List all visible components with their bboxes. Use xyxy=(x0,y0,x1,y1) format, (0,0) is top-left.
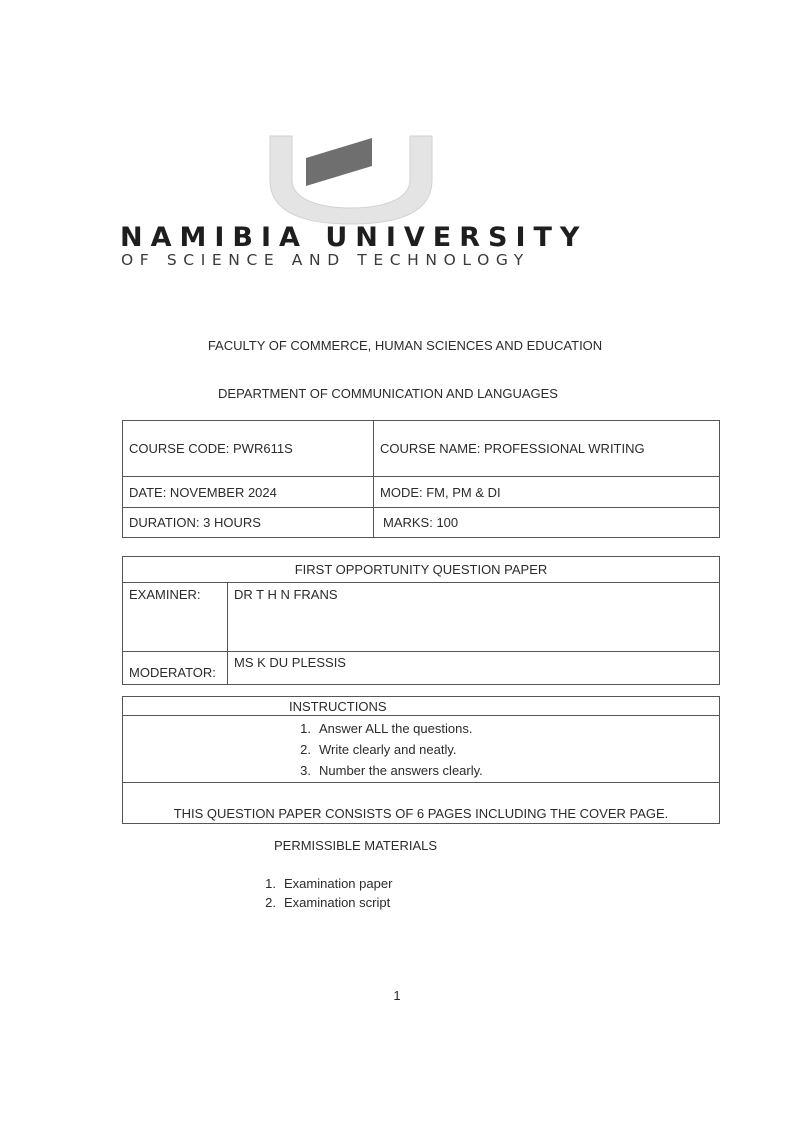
moderator-name: MS K DU PLESSIS xyxy=(228,652,720,685)
instructions-table xyxy=(122,696,720,824)
course-code: COURSE CODE: PWR611S xyxy=(123,421,374,477)
course-name: COURSE NAME: PROFESSIONAL WRITING xyxy=(374,421,720,477)
examiner-name: DR T H N FRANS xyxy=(228,583,720,652)
page-number: 1 xyxy=(393,988,401,1003)
list-item: 1. Examination paper xyxy=(265,876,393,891)
university-logo-mark xyxy=(262,128,440,226)
examiner-label: EXAMINER: xyxy=(123,583,228,652)
exam-mode: MODE: FM, PM & DI xyxy=(374,477,720,508)
instructions-title: INSTRUCTIONS xyxy=(123,697,720,716)
list-item: 1. Answer ALL the questions. xyxy=(300,721,473,736)
exam-marks: MARKS: 100 xyxy=(374,508,720,538)
list-item: 2. Write clearly and neatly. xyxy=(300,742,457,757)
instructions-list xyxy=(123,718,719,781)
paper-title: FIRST OPPORTUNITY QUESTION PAPER xyxy=(123,557,720,583)
exam-duration: DURATION: 3 HOURS xyxy=(123,508,374,538)
faculty-heading: FACULTY OF COMMERCE, HUMAN SCIENCES AND EDUCATION xyxy=(207,338,603,353)
permissible-materials-title: PERMISSIBLE MATERIALS xyxy=(274,838,438,853)
moderator-label: MODERATOR: xyxy=(123,652,228,685)
permissible-materials-list xyxy=(258,874,392,912)
course-info-table xyxy=(122,420,720,538)
instructions-list-cell xyxy=(123,716,720,783)
exam-date: DATE: NOVEMBER 2024 xyxy=(123,477,374,508)
university-name: NAMIBIA UNIVERSITY xyxy=(120,222,588,253)
page-count-note: THIS QUESTION PAPER CONSISTS OF 6 PAGES INCLUDING THE COVER PAGE. xyxy=(123,783,720,824)
department-heading: DEPARTMENT OF COMMUNICATION AND LANGUAGES xyxy=(218,386,558,401)
list-item: 2. Examination script xyxy=(265,895,391,910)
list-item: 3. Number the answers clearly. xyxy=(300,763,483,778)
examiner-table xyxy=(122,556,720,685)
university-subtitle: OF SCIENCE AND TECHNOLOGY xyxy=(121,251,530,269)
